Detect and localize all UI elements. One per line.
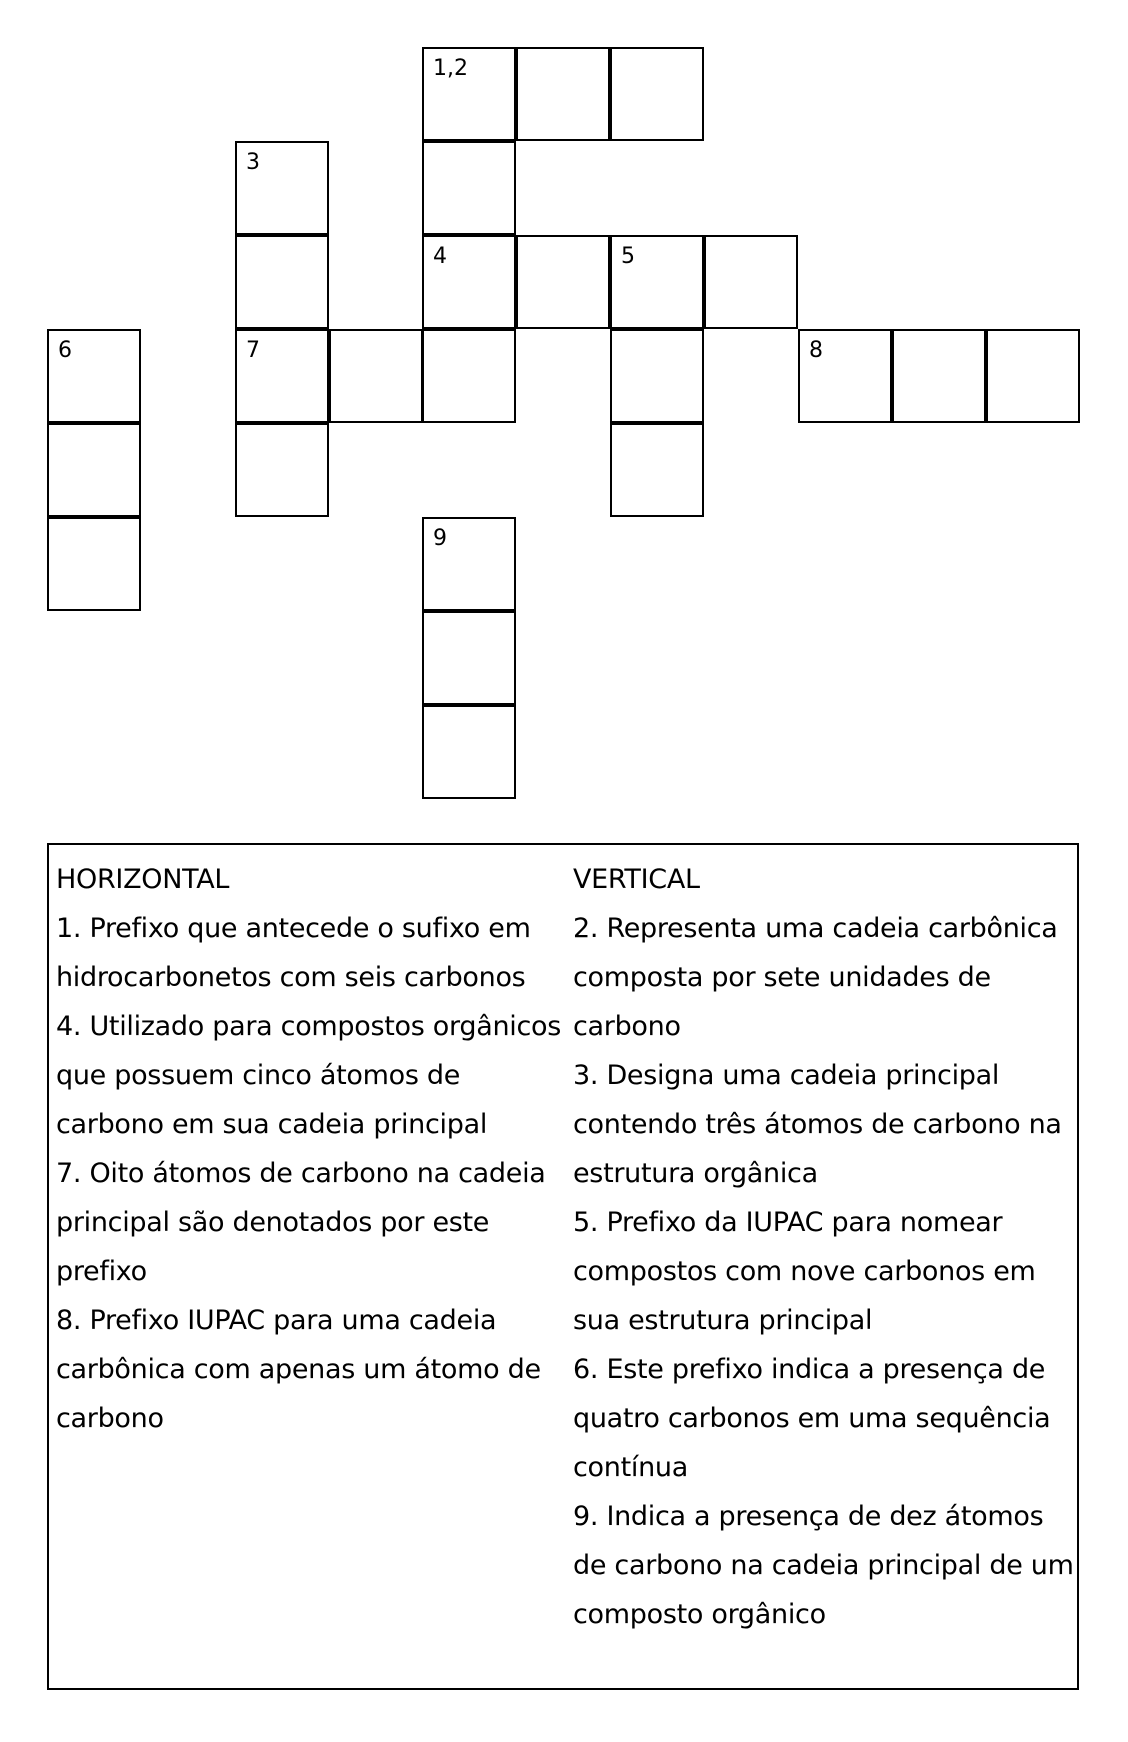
clue-item: 4. Utilizado para compostos orgânicos que possuem cinco átomos de carbono em sua cadeia principal xyxy=(56,1011,561,1140)
crossword-cell[interactable] xyxy=(235,329,329,423)
crossword-cell[interactable] xyxy=(892,329,986,423)
crossword-cell[interactable] xyxy=(422,705,516,799)
horizontal-clues xyxy=(56,855,566,1443)
vertical-clues xyxy=(573,855,1078,1639)
crossword-cell[interactable] xyxy=(516,235,610,329)
clue-item: 1. Prefixo que antecede o sufixo em hidrocarbonetos com seis carbonos xyxy=(56,913,531,993)
crossword-grid xyxy=(0,0,1128,820)
crossword-cell[interactable] xyxy=(610,235,704,329)
clue-item: 2. Representa uma cadeia carbônica composta por sete unidades de carbono xyxy=(573,913,1058,1042)
cell-number: 1,2 xyxy=(433,56,468,81)
clues-box xyxy=(47,843,1079,1690)
cell-number: 3 xyxy=(246,150,260,175)
crossword-cell[interactable] xyxy=(422,517,516,611)
cell-number: 4 xyxy=(433,244,447,269)
crossword-cell[interactable] xyxy=(47,329,141,423)
vertical-heading: VERTICAL xyxy=(573,864,700,895)
crossword-cell[interactable] xyxy=(422,141,516,235)
cell-number: 8 xyxy=(809,338,823,363)
clue-item: 3. Designa uma cadeia principal contendo três átomos de carbono na estrutura orgânica xyxy=(573,1060,1062,1189)
crossword-cell[interactable] xyxy=(235,141,329,235)
crossword-cell[interactable] xyxy=(704,235,798,329)
clue-item: 5. Prefixo da IUPAC para nomear compostos com nove carbonos em sua estrutura principal xyxy=(573,1207,1036,1336)
crossword-cell[interactable] xyxy=(422,329,516,423)
cell-number: 7 xyxy=(246,338,260,363)
crossword-cell[interactable] xyxy=(329,329,423,423)
clue-item: 9. Indica a presença de dez átomos de carbono na cadeia principal de um composto orgânico xyxy=(573,1501,1074,1630)
crossword-cell[interactable] xyxy=(610,423,704,517)
crossword-cell[interactable] xyxy=(610,329,704,423)
crossword-cell[interactable] xyxy=(47,423,141,517)
crossword-cell[interactable] xyxy=(235,423,329,517)
crossword-cell[interactable] xyxy=(986,329,1080,423)
crossword-cell[interactable] xyxy=(798,329,892,423)
crossword-cell[interactable] xyxy=(422,47,516,141)
crossword-cell[interactable] xyxy=(47,517,141,611)
clue-item: 7. Oito átomos de carbono na cadeia principal são denotados por este prefixo xyxy=(56,1158,546,1287)
crossword-cell[interactable] xyxy=(422,235,516,329)
cell-number: 9 xyxy=(433,526,447,551)
cell-number: 5 xyxy=(621,244,635,269)
horizontal-heading: HORIZONTAL xyxy=(56,864,230,895)
cell-number: 6 xyxy=(58,338,72,363)
crossword-cell[interactable] xyxy=(516,47,610,141)
crossword-cell[interactable] xyxy=(422,611,516,705)
crossword-cell[interactable] xyxy=(610,47,704,141)
clue-item: 8. Prefixo IUPAC para uma cadeia carbônica com apenas um átomo de carbono xyxy=(56,1305,541,1434)
clue-item: 6. Este prefixo indica a presença de quatro carbonos em uma sequência contínua xyxy=(573,1354,1051,1483)
crossword-cell[interactable] xyxy=(235,235,329,329)
